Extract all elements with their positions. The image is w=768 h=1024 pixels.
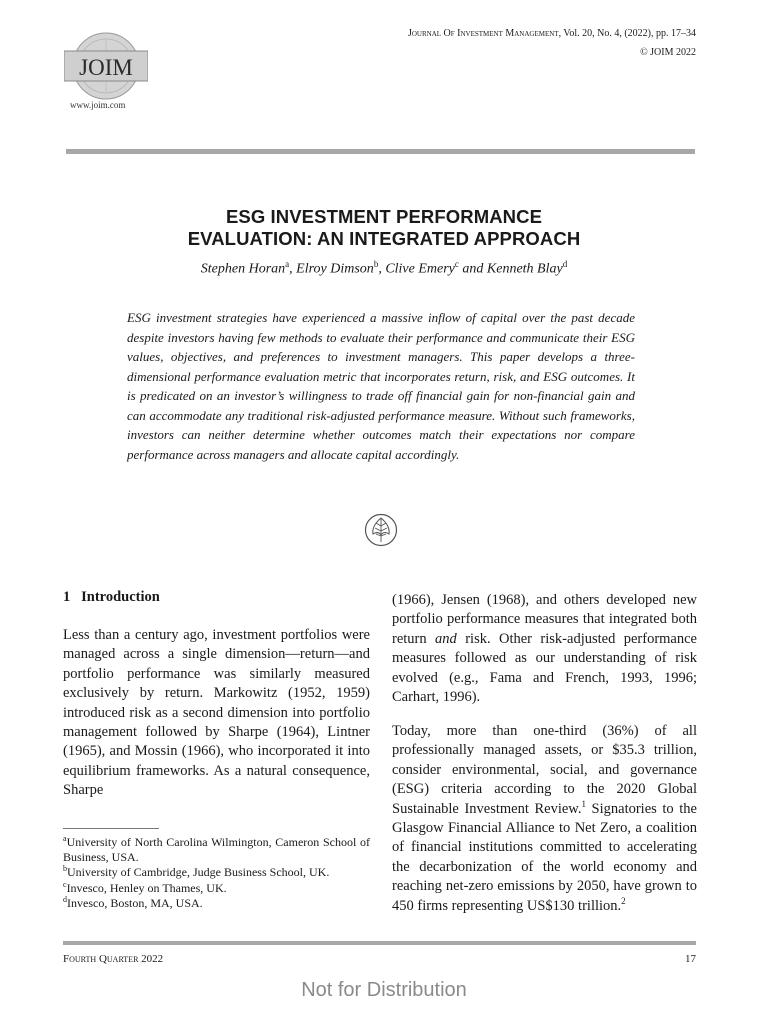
footnote (63, 881, 370, 896)
footnote-mark: d (63, 894, 67, 904)
leaf-ornament-icon (364, 513, 398, 547)
logo-text: JOIM (79, 55, 133, 80)
journal-name: Journal Of Investment Management (407, 28, 559, 39)
footnote-rule (63, 828, 159, 829)
issue-label: Fourth Quarter 2022 (63, 953, 164, 965)
title-line-2: EVALUATION: AN INTEGRATED APPROACH (187, 228, 581, 249)
text-run: risk. Other risk-adjusted performance measures followed as our understanding of risk evolved (e.g., Fama and French, 1993, 1996; Carhart, 1996). (392, 630, 697, 706)
header-rule (66, 149, 695, 154)
text-run: (1966), Jensen (1968), and others developed new portfolio performance measures that integrated both return (392, 592, 697, 647)
article-title (0, 206, 768, 250)
body-paragraph (392, 591, 697, 707)
page-number: 17 (685, 953, 696, 965)
footnote-ref[interactable]: 2 (621, 895, 626, 906)
footnote-text: University of Cambridge, Judge Business School, UK. (67, 865, 330, 880)
author-affil-mark: d (562, 259, 568, 269)
text-run: Signatories to the Glasgow Financial Alliance to Net Zero, a coalition of financial institutions committed to accelerating the decarbonization of the world economy and reaching net-zero emissions by 2050, have grown to 450 firms representing US$130 trillion. (392, 800, 697, 914)
footnote (63, 896, 370, 911)
title-line-1: ESG INVESTMENT PERFORMANCE (225, 206, 543, 227)
section-heading (63, 589, 160, 606)
footnote-text: Invesco, Henley on Thames, UK. (66, 880, 227, 895)
journal-citation (408, 28, 696, 39)
author-sep: , (289, 261, 297, 277)
body-paragraph (392, 722, 697, 916)
section-title: Introduction (81, 589, 160, 605)
footnote-ref[interactable]: 1 (581, 798, 586, 809)
footnote-mark: a (63, 834, 67, 843)
footnote (63, 865, 370, 880)
footnote-text: Invesco, Boston, MA, USA. (67, 895, 203, 910)
journal-url[interactable]: www.joim.com (70, 100, 126, 110)
section-number: 1 (63, 589, 71, 605)
text-run: Today, more than one-third (36%) of all professionally managed assets, or $35.3 trillion, consider environmental, social, and governance (ESG) criteria according to the 2020 Global Sustainable Investment Review. (392, 723, 697, 817)
journal-details: , Vol. 20, No. 4, (2022), pp. 17–34 (558, 28, 696, 39)
author-affil-mark: c (454, 259, 459, 269)
author-name: Kenneth Blay (486, 261, 563, 277)
author-affil-mark: b (373, 259, 379, 269)
footnote-text: University of North Carolina Wilmington, Cameron School of Business, USA. (63, 835, 370, 865)
author-affil-mark: a (285, 259, 290, 269)
footnote-mark: c (63, 879, 67, 889)
body-paragraph: Less than a century ago, investment portfolios were managed across a single dimension—return—and portfolio performance was similarly measured exclusively by return. Markowitz (1952, 1959) introduced risk as a second dimension into portfolio management followed by Sharpe (1964), Lintner (1965), and Mossin (1966), who incorporated it into equilibrium frameworks. As a natural consequence, Sharpe (63, 627, 370, 799)
author-name: Clive Emery (385, 261, 455, 277)
joim-logo (64, 30, 148, 102)
emphasis: and (435, 630, 457, 647)
author-name: Elroy Dimson (296, 261, 374, 277)
abstract: ESG investment strategies have experienced a massive inflow of capital over the past decade despite investors having few methods to evaluate their performance and communicate their ESG values, objectives, and preferences to investment managers. This paper develops a three-dimensional performance evaluation metric that incorporates return, risk, and ESG outcomes. It is predicated on an investor’s willingness to trade off financial gain for non-financial gain and can accommodate any traditional risk-adjusted performance measure. Without such frameworks, investors can neither determine whether outcomes match their expectations nor compare performance across managers and allocate capital accordingly. (127, 310, 635, 462)
copyright: © JOIM 2022 (640, 47, 696, 58)
footnote (63, 835, 370, 865)
author-sep: , (378, 261, 386, 277)
author-sep: and (458, 261, 487, 277)
author-list (0, 259, 768, 278)
affiliation-footnotes (63, 835, 370, 911)
watermark: Not for Distribution (301, 979, 467, 1001)
author-name: Stephen Horan (200, 261, 286, 277)
footer-rule (63, 941, 696, 945)
footnote-mark: b (63, 864, 67, 874)
